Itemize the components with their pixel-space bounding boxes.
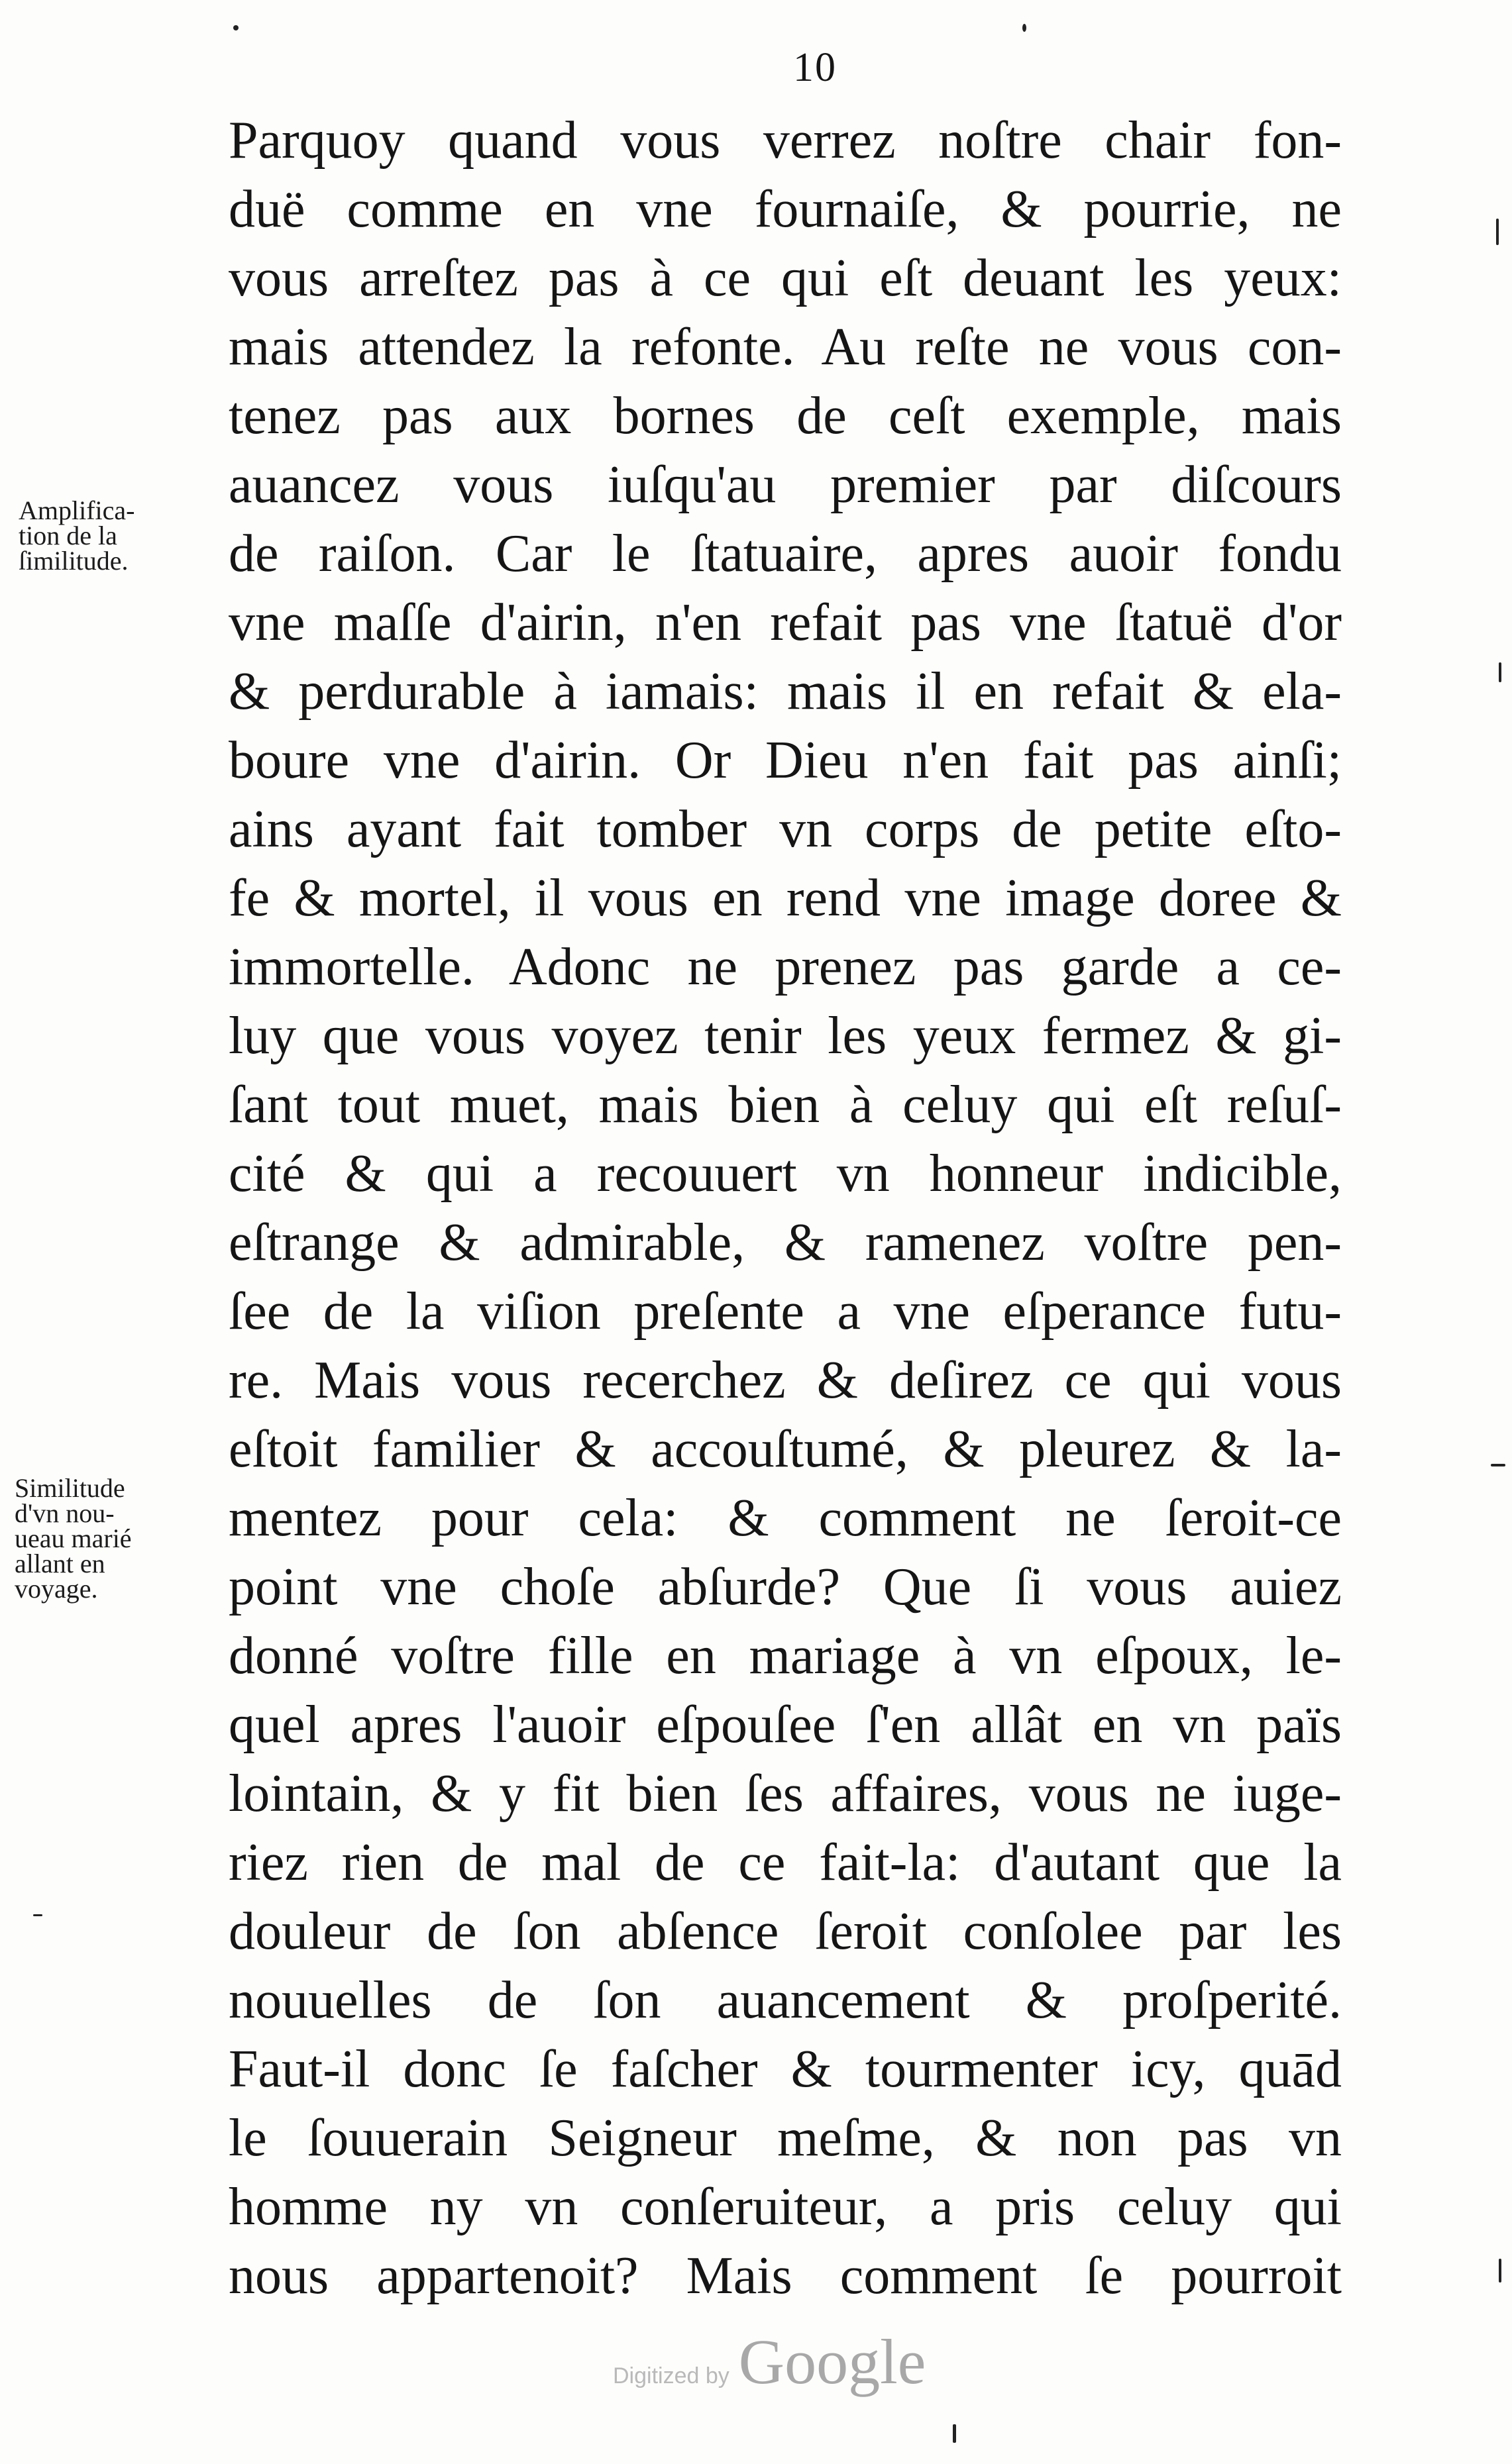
text-line: mais attendez la refonte. Au reſte ne vous con- xyxy=(229,318,1342,376)
google-logo: Google xyxy=(738,2326,926,2397)
text-line: ſant tout muet, mais bien à celuy qui eſt reſuſ- xyxy=(229,1076,1342,1134)
body-text xyxy=(229,106,1342,2310)
text-line: Parquoy quand vous verrez noſtre chair fon- xyxy=(229,111,1342,170)
margin-note-line: tion de la xyxy=(19,521,117,550)
text-line: quel apres l'auoir eſpouſee ſ'en allât en vn païs xyxy=(229,1696,1342,1754)
page-number: 10 xyxy=(793,45,837,90)
margin-note-line: ſimilitude. xyxy=(19,546,129,576)
text-line: vne maſſe d'airin, n'en refait pas vne ſtatuë d'or xyxy=(229,593,1342,652)
text-line: re. Mais vous recerchez & deſirez ce qui vous xyxy=(229,1351,1342,1410)
text-line: duë comme en vne fournaiſe, & pourrie, ne xyxy=(229,180,1342,238)
text-line: fe & mortel, il vous en rend vne image doree & xyxy=(229,869,1342,927)
scan-speck xyxy=(1499,662,1501,682)
margin-note-line: ueau marié xyxy=(15,1523,132,1553)
text-line: point vne choſe abſurde? Que ſi vous auiez xyxy=(229,1558,1342,1616)
scan-speck xyxy=(1022,24,1026,32)
text-line: luy que vous voyez tenir les yeux fermez & gi- xyxy=(229,1007,1342,1065)
margin-note-line: Amplifica- xyxy=(19,495,135,525)
text-line: ains ayant fait tomber vn corps de petite eſto- xyxy=(229,800,1342,858)
text-line: de raiſon. Car le ſtatuaire, apres auoir fondu xyxy=(229,525,1342,583)
text-line: boure vne d'airin. Or Dieu n'en fait pas ainſi; xyxy=(229,731,1342,790)
text-line: douleur de ſon abſence ſeroit conſolee par les xyxy=(229,1902,1342,1961)
text-line: immortelle. Adonc ne prenez pas garde a ce- xyxy=(229,938,1342,996)
text-line: vous arreſtez pas à ce qui eſt deuant les yeux: xyxy=(229,249,1342,307)
text-line: nous appartenoit? Mais comment ſe pourroit xyxy=(229,2247,1342,2305)
margin-note-line: Similitude xyxy=(15,1473,125,1503)
text-line: le ſouuerain Seigneur meſme, & non pas vn xyxy=(229,2109,1342,2167)
margin-note-line: voyage. xyxy=(15,1574,98,1604)
text-line: homme ny vn conſeruiteur, a pris celuy qui xyxy=(229,2178,1342,2236)
margin-note-line: d'vn nou- xyxy=(15,1498,115,1528)
margin-note-amplification xyxy=(19,495,211,576)
text-line: auancez vous iuſqu'au premier par diſcours xyxy=(229,456,1342,514)
margin-note-similitude xyxy=(15,1473,207,1604)
text-line: riez rien de mal de ce fait-la: d'autant que la xyxy=(229,1833,1342,1892)
text-line: cité & qui a recouuert vn honneur indicible, xyxy=(229,1145,1342,1203)
text-line: mentez pour cela: & comment ne ſeroit-ce xyxy=(229,1489,1342,1547)
scan-speck xyxy=(33,1914,42,1916)
text-line: & perdurable à iamais: mais il en refait & ela- xyxy=(229,662,1342,721)
digitized-watermark xyxy=(613,2325,926,2411)
text-line: eſtrange & admirable, & ramenez voſtre pen- xyxy=(229,1213,1342,1272)
margin-note-line: allant en xyxy=(15,1549,105,1578)
scan-speck xyxy=(233,25,239,30)
text-line: tenez pas aux bornes de ceſt exemple, mais xyxy=(229,387,1342,445)
text-line: donné voſtre fille en mariage à vn eſpoux, le- xyxy=(229,1627,1342,1685)
text-line: ſee de la viſion preſente a vne eſperance futu- xyxy=(229,1282,1342,1341)
text-line: lointain, & y fit bien ſes affaires, vous ne iuge- xyxy=(229,1765,1342,1823)
scan-speck xyxy=(1491,1464,1505,1466)
text-line: Faut-il donc ſe faſcher & tourmenter icy, quād xyxy=(229,2040,1342,2098)
scan-speck xyxy=(953,2424,956,2443)
scan-speck xyxy=(1496,219,1499,245)
scan-speck xyxy=(1499,2259,1501,2283)
text-line: eſtoit familier & accouſtumé, & pleurez & la- xyxy=(229,1420,1342,1478)
text-line: nouuelles de ſon auancement & proſperité. xyxy=(229,1971,1342,2029)
digitized-by-text: Digitized by xyxy=(613,2363,729,2388)
